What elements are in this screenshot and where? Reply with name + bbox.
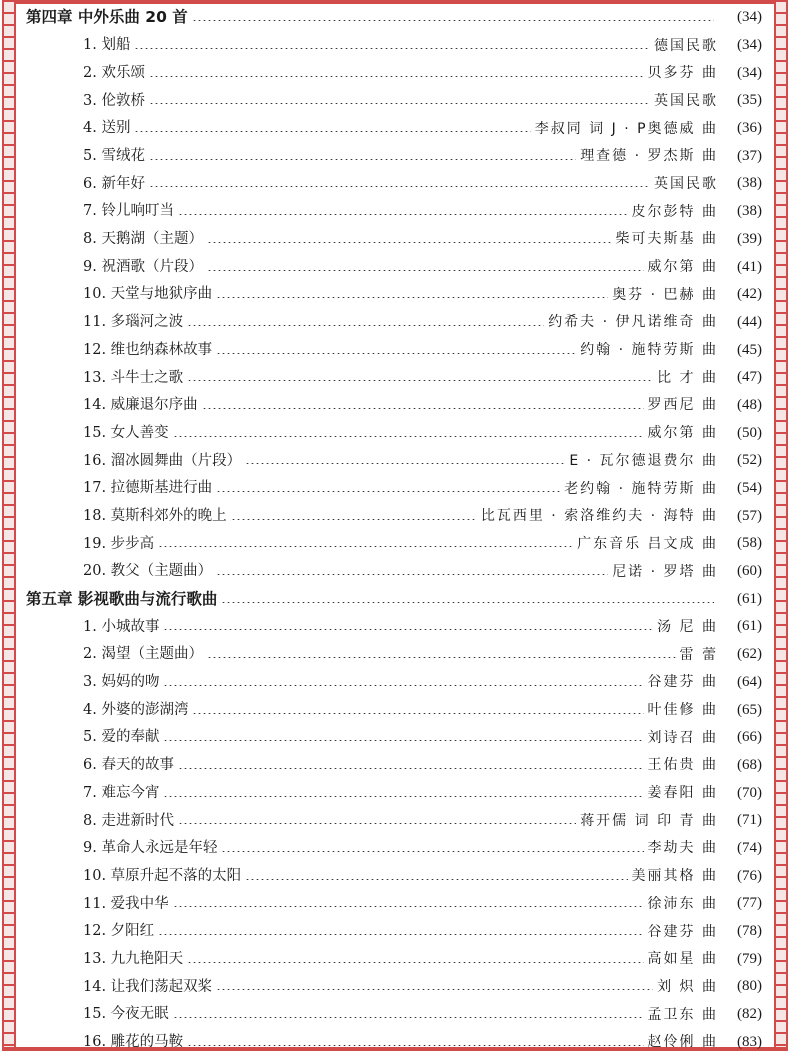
dot-leader	[216, 297, 608, 298]
entry-credit: 谷建芬 曲	[647, 923, 718, 940]
page-number: (70)	[737, 784, 762, 801]
toc-entry[interactable]	[26, 1028, 762, 1056]
toc-entry[interactable]	[26, 641, 762, 669]
page-number: (38)	[737, 175, 762, 192]
entry-credit: 孟卫东 曲	[647, 1006, 718, 1023]
toc-entry[interactable]	[26, 59, 762, 87]
entry-title: 16. 雕花的马鞍	[83, 1034, 184, 1051]
chapter-title: 第四章 中外乐曲 20 首	[26, 8, 188, 27]
toc-entry[interactable]	[26, 752, 762, 780]
toc-entry[interactable]	[26, 336, 762, 364]
chapter-heading[interactable]	[26, 4, 762, 32]
entry-title: 12. 夕阳红	[83, 923, 155, 940]
dot-leader	[173, 906, 644, 907]
dot-leader	[192, 20, 714, 21]
entry-credit: 美丽其格 曲	[631, 868, 718, 885]
entry-credit: 皮尔彭特 曲	[631, 203, 718, 220]
border-left-ornament	[2, 0, 16, 1051]
toc-entry[interactable]	[26, 890, 762, 918]
dot-leader	[245, 879, 627, 880]
entry-credit: 罗西尼 曲	[647, 397, 718, 414]
toc-entry[interactable]	[26, 696, 762, 724]
page-number: (79)	[737, 950, 762, 967]
page-number: (52)	[737, 452, 762, 469]
entry-credit: 德国民歌	[654, 37, 718, 54]
page-number: (44)	[737, 313, 762, 330]
chapter-heading[interactable]	[26, 585, 762, 613]
page-number: (71)	[737, 812, 762, 829]
dot-leader	[216, 491, 560, 492]
entry-credit: 英国民歌	[654, 92, 718, 109]
entry-credit: 广东音乐 吕文成 曲	[577, 535, 718, 552]
entry-credit: 威尔第 曲	[647, 259, 718, 276]
page-number: (78)	[737, 923, 762, 940]
page-number: (35)	[737, 92, 762, 109]
toc-entry[interactable]	[26, 1001, 762, 1029]
entry-credit: 贝多芬 曲	[647, 65, 718, 82]
toc-entry[interactable]	[26, 392, 762, 420]
dot-leader	[187, 325, 544, 326]
toc-entry[interactable]	[26, 253, 762, 281]
entry-title: 2. 渴望（主题曲）	[83, 646, 203, 663]
entry-title: 10. 天堂与地狱序曲	[83, 286, 213, 303]
toc-entry[interactable]	[26, 862, 762, 890]
toc-entry[interactable]	[26, 142, 762, 170]
toc-entry[interactable]	[26, 281, 762, 309]
entry-credit: 比瓦西里 · 索洛维约夫 · 海特 曲	[480, 508, 718, 525]
dot-leader	[173, 1017, 644, 1018]
entry-title: 1. 小城故事	[83, 618, 160, 635]
page-number: (80)	[737, 978, 762, 995]
table-of-contents	[26, 4, 762, 1056]
dot-leader	[149, 159, 576, 160]
entry-credit: 蒋开儒 词 印 青 曲	[580, 812, 718, 829]
dot-leader	[149, 76, 644, 77]
page-number: (83)	[737, 1033, 762, 1050]
toc-entry[interactable]	[26, 558, 762, 586]
page-number: (61)	[737, 618, 762, 635]
entry-title: 20. 教父（主题曲）	[83, 563, 213, 580]
entry-credit: 汤 尼 曲	[657, 618, 718, 635]
dot-leader	[207, 270, 644, 271]
page-number: (37)	[737, 147, 762, 164]
toc-entry[interactable]	[26, 115, 762, 143]
entry-title: 5. 雪绒花	[83, 148, 145, 165]
toc-entry[interactable]	[26, 807, 762, 835]
dot-leader	[216, 574, 608, 575]
toc-entry[interactable]	[26, 309, 762, 337]
page-number: (39)	[737, 230, 762, 247]
border-right-ornament	[774, 0, 788, 1051]
dot-leader	[163, 685, 643, 686]
toc-entry[interactable]	[26, 364, 762, 392]
entry-title: 17. 拉德斯基进行曲	[83, 480, 213, 497]
entry-title: 6. 新年好	[83, 175, 145, 192]
page-number: (64)	[737, 673, 762, 690]
toc-entry[interactable]	[26, 419, 762, 447]
toc-entry[interactable]	[26, 835, 762, 863]
dot-leader	[207, 657, 676, 658]
entry-title: 14. 威廉退尔序曲	[83, 397, 198, 414]
entry-credit: 李叔同 词 J · P奥德威 曲	[534, 120, 718, 137]
entry-title: 3. 伦敦桥	[83, 92, 145, 109]
dot-leader	[221, 602, 714, 603]
entry-credit: 约希夫 · 伊凡诺维奇 曲	[548, 314, 718, 331]
page-number: (41)	[737, 258, 762, 275]
toc-entry[interactable]	[26, 32, 762, 60]
entry-title: 15. 女人善变	[83, 424, 169, 441]
dot-leader	[158, 934, 643, 935]
entry-title: 2. 欢乐颂	[83, 64, 145, 81]
page-number: (38)	[737, 203, 762, 220]
toc-entry[interactable]	[26, 226, 762, 254]
dot-leader	[216, 353, 576, 354]
entry-title: 18. 莫斯科郊外的晚上	[83, 507, 227, 524]
page-number: (57)	[737, 507, 762, 524]
dot-leader	[202, 408, 644, 409]
page-number: (34)	[737, 64, 762, 81]
dot-leader	[173, 436, 644, 437]
entry-title: 7. 难忘今宵	[83, 784, 160, 801]
entry-title: 19. 步步高	[83, 535, 155, 552]
entry-credit: 威尔第 曲	[647, 425, 718, 442]
entry-title: 8. 走进新时代	[83, 812, 174, 829]
page-number: (82)	[737, 1006, 762, 1023]
dot-leader	[216, 989, 653, 990]
page-number: (77)	[737, 895, 762, 912]
toc-entry[interactable]	[26, 613, 762, 641]
toc-entry[interactable]	[26, 779, 762, 807]
toc-entry[interactable]	[26, 502, 762, 530]
dot-leader	[149, 186, 650, 187]
page-number: (74)	[737, 839, 762, 856]
entry-credit: 姜春阳 曲	[647, 785, 718, 802]
entry-title: 11. 爱我中华	[83, 895, 169, 912]
entry-title: 9. 祝酒歌（片段）	[83, 258, 203, 275]
dot-leader	[134, 131, 530, 132]
page-number: (60)	[737, 563, 762, 580]
page-number: (68)	[737, 756, 762, 773]
entry-credit: 英国民歌	[654, 175, 718, 192]
page-number: (45)	[737, 341, 762, 358]
entry-credit: 比 才 曲	[657, 369, 718, 386]
dot-leader	[178, 823, 576, 824]
dot-leader	[187, 962, 643, 963]
dot-leader	[245, 463, 565, 464]
entry-credit: 雷 蕾	[679, 646, 718, 663]
entry-title: 7. 铃儿响叮当	[83, 203, 174, 220]
entry-title: 13. 九九艳阳天	[83, 950, 184, 967]
entry-title: 5. 爱的奉献	[83, 729, 160, 746]
entry-credit: 柴可夫斯基 曲	[615, 231, 718, 248]
entry-credit: 高如星 曲	[647, 951, 718, 968]
entry-credit: 刘诗召 曲	[647, 729, 718, 746]
toc-entry[interactable]	[26, 724, 762, 752]
entry-title: 4. 外婆的澎湖湾	[83, 701, 189, 718]
toc-entry[interactable]	[26, 170, 762, 198]
page-number: (48)	[737, 396, 762, 413]
entry-credit: 理查德 · 罗杰斯 曲	[580, 148, 718, 165]
dot-leader	[158, 546, 573, 547]
dot-leader	[163, 740, 643, 741]
page-number: (65)	[737, 701, 762, 718]
entry-credit: 李劫夫 曲	[647, 840, 718, 857]
page-number: (34)	[737, 37, 762, 54]
dot-leader	[178, 214, 628, 215]
entry-title: 11. 多瑙河之波	[83, 314, 184, 331]
dot-leader	[163, 629, 653, 630]
dot-leader	[231, 519, 477, 520]
toc-entry[interactable]	[26, 973, 762, 1001]
page-number: (36)	[737, 120, 762, 137]
toc-entry[interactable]	[26, 87, 762, 115]
dot-leader	[207, 242, 612, 243]
page-number: (76)	[737, 867, 762, 884]
entry-credit: 尼诺 · 罗塔 曲	[612, 563, 718, 580]
page-number: (42)	[737, 286, 762, 303]
dot-leader	[192, 713, 643, 714]
entry-credit: 赵伶俐 曲	[647, 1034, 718, 1051]
toc-entry[interactable]	[26, 918, 762, 946]
page-number: (58)	[737, 535, 762, 552]
entry-title: 1. 划船	[83, 37, 131, 54]
entry-title: 4. 送别	[83, 120, 131, 137]
entry-title: 6. 春天的故事	[83, 757, 174, 774]
dot-leader	[134, 48, 650, 49]
dot-leader	[187, 1045, 643, 1046]
toc-entry[interactable]	[26, 945, 762, 973]
entry-title: 14. 让我们荡起双桨	[83, 978, 213, 995]
entry-credit: 叶佳修 曲	[647, 702, 718, 719]
entry-title: 15. 今夜无眠	[83, 1006, 169, 1023]
dot-leader	[149, 103, 650, 104]
entry-credit: 奥芬 · 巴赫 曲	[612, 286, 718, 303]
entry-title: 9. 革命人永远是年轻	[83, 840, 218, 857]
page-number: (47)	[737, 369, 762, 386]
entry-credit: 老约翰 · 施特劳斯 曲	[564, 480, 718, 497]
entry-title: 10. 草原升起不落的太阳	[83, 867, 242, 884]
entry-credit: E · 瓦尔德退费尔 曲	[569, 452, 718, 469]
page-number: (62)	[737, 646, 762, 663]
dot-leader	[187, 380, 653, 381]
page-number: (34)	[737, 9, 762, 26]
dot-leader	[163, 796, 643, 797]
entry-credit: 刘 炽 曲	[657, 978, 718, 995]
entry-credit: 王佑贵 曲	[647, 757, 718, 774]
chapter-title: 第五章 影视歌曲与流行歌曲	[26, 589, 218, 608]
page-number: (50)	[737, 424, 762, 441]
entry-title: 16. 溜冰圆舞曲（片段）	[83, 452, 242, 469]
entry-credit: 谷建芬 曲	[647, 674, 718, 691]
entry-title: 13. 斗牛士之歌	[83, 369, 184, 386]
dot-leader	[221, 851, 643, 852]
toc-entry[interactable]	[26, 475, 762, 503]
dot-leader	[178, 768, 644, 769]
entry-title: 8. 天鹅湖（主题）	[83, 231, 203, 248]
page-number: (61)	[737, 590, 762, 607]
toc-entry[interactable]	[26, 530, 762, 558]
toc-entry[interactable]	[26, 198, 762, 226]
entry-credit: 约翰 · 施特劳斯 曲	[580, 342, 718, 359]
entry-title: 3. 妈妈的吻	[83, 674, 160, 691]
page-number: (54)	[737, 480, 762, 497]
toc-entry[interactable]	[26, 447, 762, 475]
page-number: (66)	[737, 729, 762, 746]
toc-entry[interactable]	[26, 669, 762, 697]
entry-title: 12. 维也纳森林故事	[83, 341, 213, 358]
entry-credit: 徐沛东 曲	[647, 895, 718, 912]
